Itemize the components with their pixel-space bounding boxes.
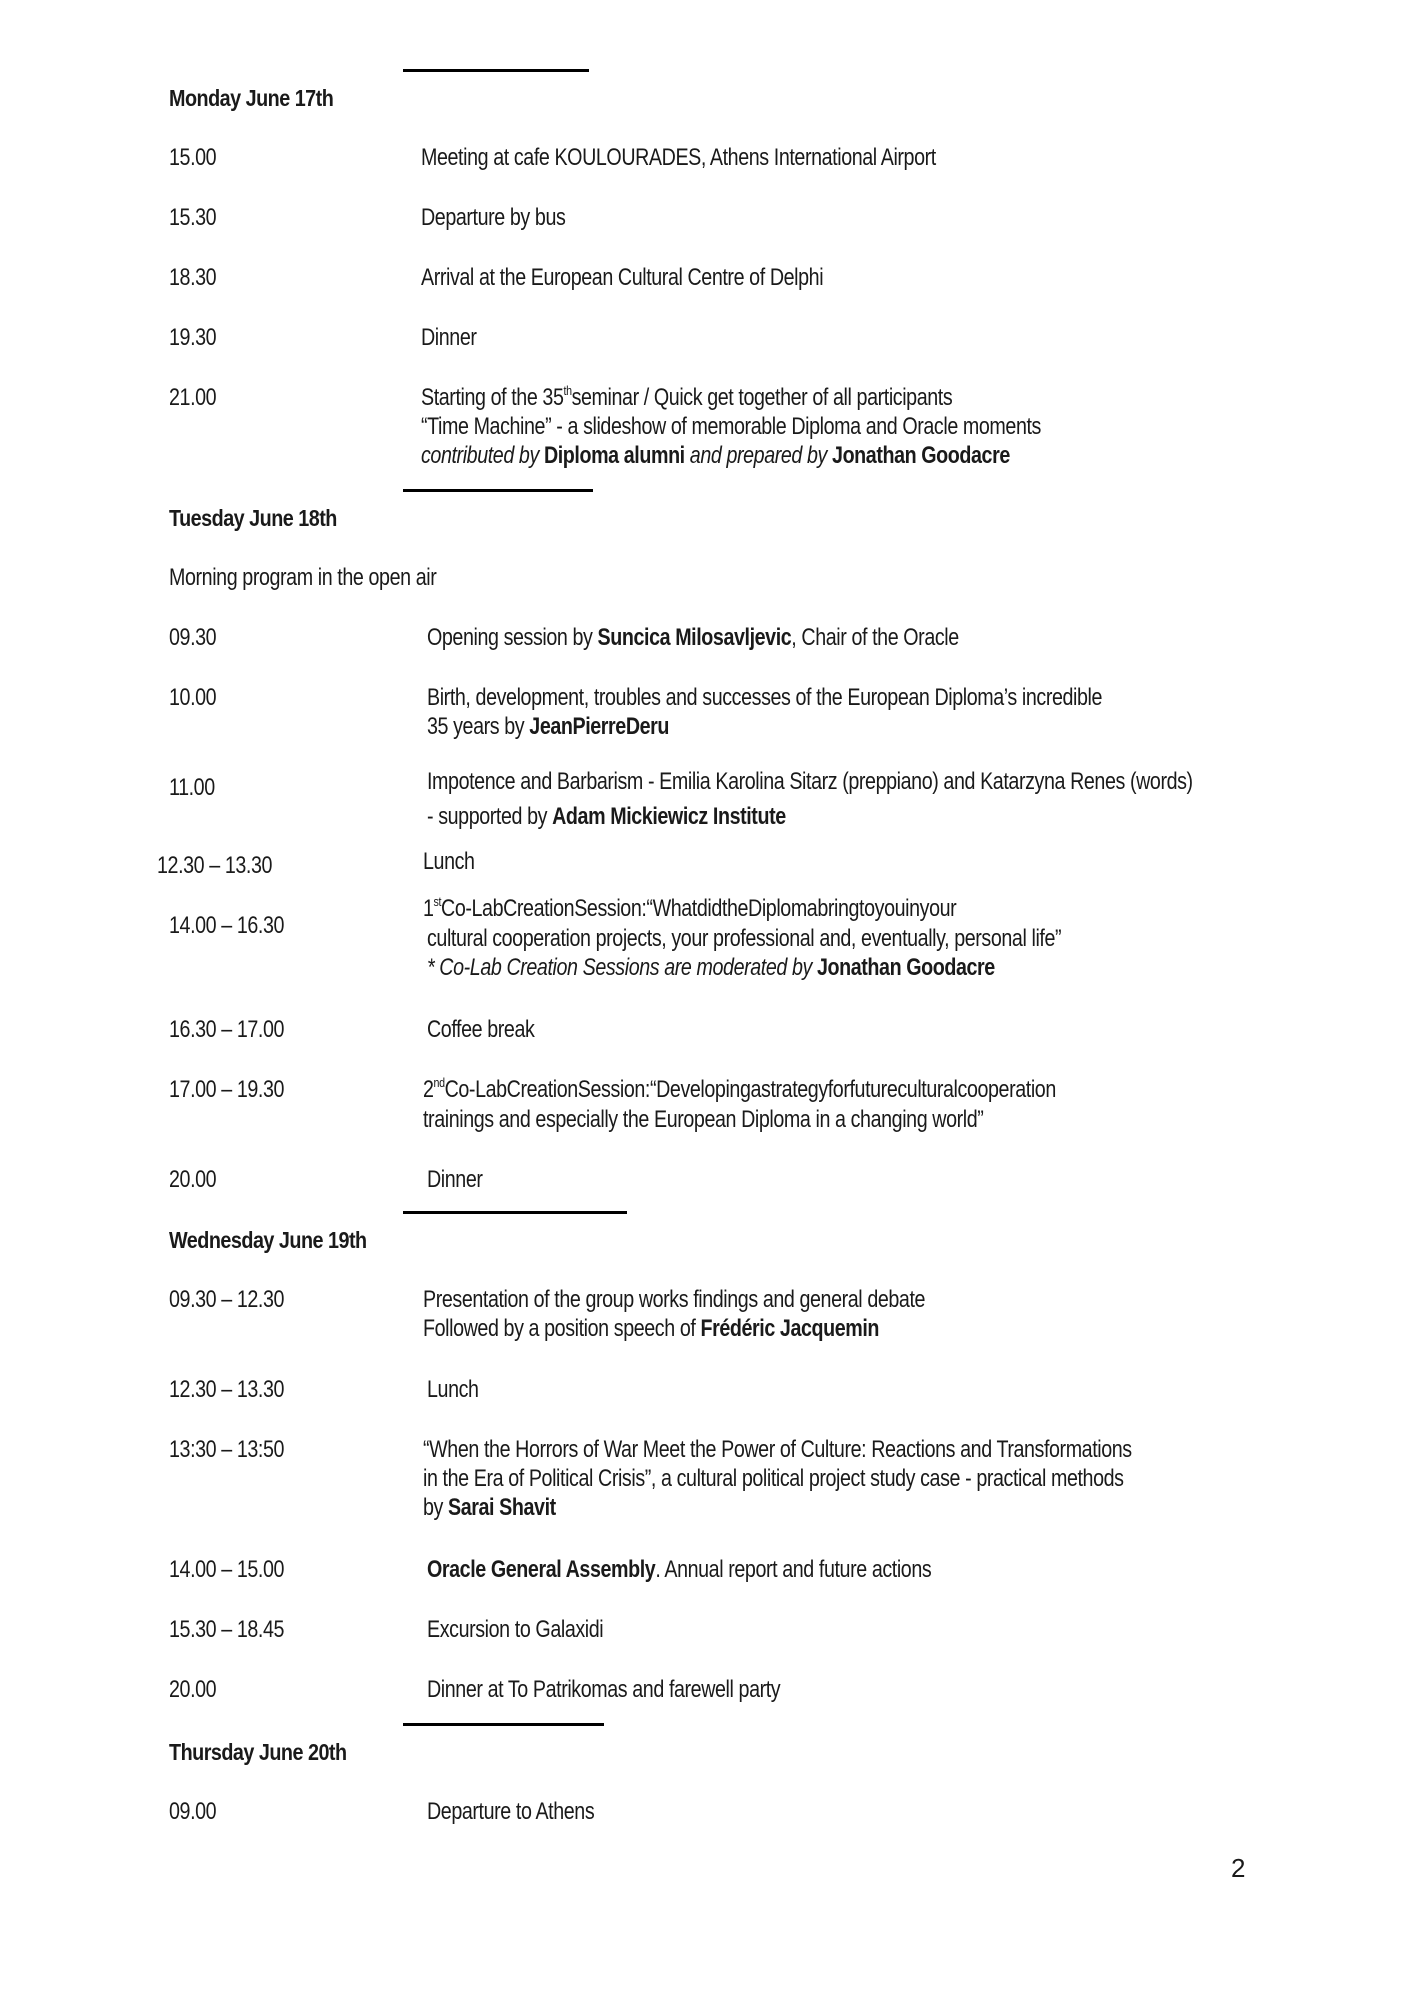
time-tue-1: 09.30 [169,624,217,651]
organisation-name: Adam Mickiewicz Institute [552,803,786,830]
text: 35 years by [427,713,530,740]
superscript: st [433,894,442,909]
text: Followed by a position speech of [423,1315,701,1342]
event-name: Oracle General Assembly [427,1556,656,1583]
desc-tue-5-line1 [423,894,956,923]
divider [403,489,593,492]
text: by [423,1494,449,1521]
desc-tue-5-line2: cultural cooperation projects, your professional and, eventually, personal life” [427,925,1062,952]
desc-wed-3-line1: “When the Horrors of War Meet the Power of Culture: Reactions and Transformations [423,1436,1132,1463]
time-wed-1: 09.30 – 12.30 [169,1286,285,1313]
desc-wed-1-line2 [423,1314,879,1343]
desc-tue-4: Lunch [423,848,475,875]
person-name: JeanPierreDeru [529,713,670,740]
tuesday-note: Morning program in the open air [169,564,437,591]
desc-tue-3-line2 [427,802,786,831]
desc-wed-3-line3 [423,1493,556,1522]
time-wed-6: 20.00 [169,1676,217,1703]
desc-mon-3: Arrival at the European Cultural Centre of Delphi [421,264,824,291]
desc-tue-2-line2 [427,712,669,741]
day-heading-wednesday: Wednesday June 19th [169,1227,367,1253]
desc-tue-2-line1: Birth, development, troubles and successes of the European Diploma’s incredible [427,684,1103,711]
desc-tue-3-line1: Impotence and Barbarism - Emilia Karolina Sitarz (preppiano) and Katarzyna Renes (words) [427,768,1193,795]
text: * Co-Lab Creation Sessions are moderated by [427,954,817,981]
person-name: Frédéric Jacquemin [700,1315,880,1342]
desc-tue-7-line2: trainings and especially the European Diploma in a changing world” [423,1106,984,1133]
page-number: 2 [1231,1853,1246,1883]
desc-mon-4: Dinner [421,324,477,351]
time-mon-5: 21.00 [169,384,217,411]
text: 1 [423,895,434,922]
time-tue-3: 11.00 [169,774,215,801]
desc-mon-5-line2: “Time Machine” - a slideshow of memorable Diploma and Oracle moments [421,413,1041,440]
desc-tue-8: Dinner [427,1166,483,1193]
time-mon-4: 19.30 [169,324,217,351]
divider [403,1723,604,1726]
text: seminar / Quick get together of all participants [571,384,953,411]
person-name: Suncica Milosavljevic [597,624,792,651]
text: contributed by [421,442,544,469]
day-heading-thursday: Thursday June 20th [169,1739,347,1765]
desc-tue-6: Coffee break [427,1016,535,1043]
desc-wed-2: Lunch [427,1376,479,1403]
person-name: Jonathan Goodacre [816,954,995,981]
time-tue-5: 14.00 – 16.30 [169,912,285,939]
text: - supported by [427,803,553,830]
desc-mon-2: Departure by bus [421,204,566,231]
desc-tue-7-line1 [423,1075,1056,1104]
person-name: Diploma alumni [543,442,685,469]
text: and prepared by [684,442,833,469]
time-mon-1: 15.00 [169,144,217,171]
time-tue-8: 20.00 [169,1166,217,1193]
desc-mon-5-line3 [421,441,1010,470]
time-tue-7: 17.00 – 19.30 [169,1076,285,1103]
time-wed-2: 12.30 – 13.30 [169,1376,285,1403]
desc-wed-5: Excursion to Galaxidi [427,1616,604,1643]
time-mon-3: 18.30 [169,264,217,291]
time-wed-4: 14.00 – 15.00 [169,1556,285,1583]
text: , Chair of the Oracle [791,624,959,651]
superscript: nd [433,1075,445,1090]
desc-mon-1: Meeting at cafe KOULOURADES, Athens International Airport [421,144,936,171]
text: Co-LabCreationSession:“Developingastrategyforfutureculturalcooperation [444,1076,1056,1103]
person-name: Sarai Shavit [448,1494,556,1521]
text: 2 [423,1076,434,1103]
time-thu-1: 09.00 [169,1798,217,1825]
person-name: Jonathan Goodacre [832,442,1010,469]
desc-wed-3-line2: in the Era of Political Crisis”, a cultural political project study case - practical methods [423,1465,1124,1492]
time-wed-5: 15.30 – 18.45 [169,1616,285,1643]
desc-wed-1-line1: Presentation of the group works findings and general debate [423,1286,926,1313]
desc-tue-1 [427,623,959,652]
time-tue-6: 16.30 – 17.00 [169,1016,285,1043]
desc-wed-6: Dinner at To Patrikomas and farewell party [427,1676,781,1703]
time-tue-4: 12.30 – 13.30 [157,852,273,879]
desc-mon-5-line1 [421,383,952,412]
superscript: th [563,383,572,398]
time-wed-3: 13:30 – 13:50 [169,1436,285,1463]
text: Starting of the 35 [421,384,564,411]
day-heading-tuesday: Tuesday June 18th [169,505,337,531]
divider [403,69,589,72]
text: Opening session by [427,624,598,651]
desc-wed-4 [427,1555,931,1584]
text: . Annual report and future actions [655,1556,932,1583]
desc-thu-1: Departure to Athens [427,1798,595,1825]
time-tue-2: 10.00 [169,684,217,711]
text: Co-LabCreationSession:“WhatdidtheDiplomabringtoyouinyour [441,895,957,922]
day-heading-monday: Monday June 17th [169,85,334,111]
desc-tue-5-line3 [427,953,995,982]
divider [403,1211,627,1214]
time-mon-2: 15.30 [169,204,217,231]
